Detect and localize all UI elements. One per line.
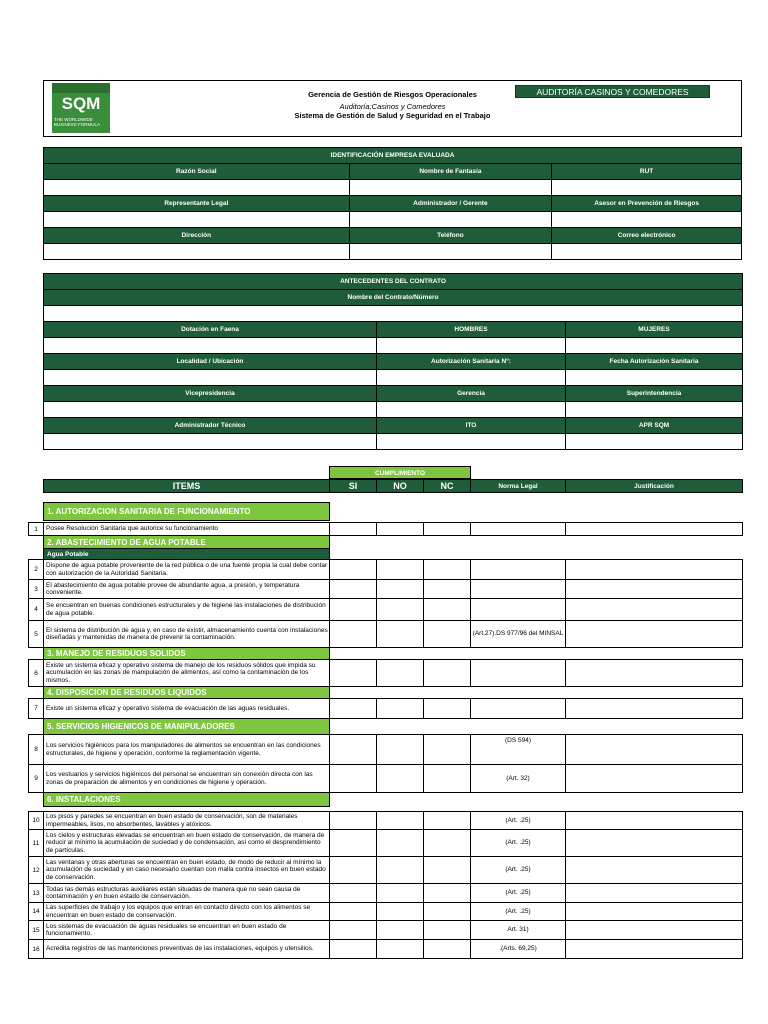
col-nc: NC <box>424 480 471 493</box>
table-row <box>29 523 743 536</box>
item-norma: .(Arts. 69,25) <box>471 940 566 959</box>
check-si[interactable] <box>330 765 377 793</box>
check-si[interactable] <box>330 830 377 857</box>
item-number: 3 <box>29 580 44 599</box>
check-no[interactable] <box>377 621 424 648</box>
check-si[interactable] <box>330 921 377 940</box>
input-nombre-contrato[interactable] <box>44 306 743 322</box>
label-autorizacion-sanitaria: Autorización Sanitaria N°: <box>377 354 566 370</box>
item-number: 14 <box>29 903 44 921</box>
item-justificacion[interactable] <box>566 599 743 621</box>
item-number: 4 <box>29 599 44 621</box>
item-number: 1 <box>29 523 44 536</box>
check-no[interactable] <box>377 921 424 940</box>
items-header <box>43 479 743 493</box>
item-number: 2 <box>29 560 44 580</box>
label-ito: ITO <box>377 418 566 434</box>
label-asesor-prevencion: Asesor en Prevención de Riesgos <box>552 196 742 212</box>
item-justificacion[interactable] <box>566 560 743 580</box>
item-norma: (Art.27).DS 977/96 del MINSAL <box>471 621 566 648</box>
header-line1: Gerencia de Gestión de Riesgos Operacionales <box>308 90 477 99</box>
item-number: 16 <box>29 940 44 959</box>
section-6-title: 6. INSTALACIONES <box>44 793 330 807</box>
item-text: Los cielos y estructuras elevadas se encuentran en buen estado de conservación, de manera de reducir al mínimo la acumulación de suciedad y de condensación, así como el desprendimiento de partículas. <box>44 830 330 857</box>
item-text: Los pisos y paredes se encuentran en buen estado de conservación, son de materiales impermeables, lisos, no absorbentes, lavables y atóxicos. <box>44 812 330 830</box>
table-row <box>29 884 743 903</box>
input-gerencia[interactable] <box>377 402 566 418</box>
input-vicepresidencia[interactable] <box>44 402 377 418</box>
item-number: 11 <box>29 830 44 857</box>
label-direccion: Dirección <box>44 228 350 244</box>
item-text: Los servicios higiénicos para los manipuladores de alimentos se encuentran en las condiciones estructurales, de higiene y operación, conforme la reglamentación vigente. <box>44 735 330 765</box>
item-text: El abastecimiento de agua potable provee de abundante agua, a presión, y temperatura conveniente. <box>44 580 330 599</box>
check-nc[interactable] <box>424 580 471 599</box>
check-nc[interactable] <box>424 884 471 903</box>
section-4-title: 4. DISPOSICION DE RESIDUOS LIQUIDOS <box>44 687 330 699</box>
table-row <box>29 903 743 921</box>
item-justificacion[interactable] <box>566 830 743 857</box>
item-norma: (DS 594) <box>471 735 566 765</box>
input-correo[interactable] <box>552 244 742 260</box>
check-si[interactable] <box>330 940 377 959</box>
input-rut[interactable] <box>552 180 742 196</box>
check-no[interactable] <box>377 580 424 599</box>
table-row <box>29 560 743 580</box>
label-fecha-autorizacion: Fecha Autorización Sanitaria <box>566 354 743 370</box>
check-nc[interactable] <box>424 560 471 580</box>
subsection-agua-potable: Agua Potable <box>44 549 330 560</box>
check-no[interactable] <box>377 903 424 921</box>
item-number: 13 <box>29 884 44 903</box>
item-norma <box>471 699 566 719</box>
check-nc[interactable] <box>424 523 471 536</box>
item-justificacion[interactable] <box>566 812 743 830</box>
label-nombre-contrato: Nombre del Contrato/Número <box>44 290 743 306</box>
label-mujeres: MUJERES <box>566 322 743 338</box>
col-si: SI <box>330 480 377 493</box>
item-text: Las superficies de trabajo y los equipos que entran en contacto directo con los alimentos se encuentran en buen estado de conservación. <box>44 903 330 921</box>
item-number: 10 <box>29 812 44 830</box>
table-row <box>29 660 743 687</box>
item-justificacion[interactable] <box>566 857 743 884</box>
audit-badge: AUDITORÍA CASINOS Y COMEDORES <box>515 85 710 98</box>
table-row <box>29 580 743 599</box>
table-row <box>29 812 743 830</box>
check-si[interactable] <box>330 621 377 648</box>
table-row <box>29 735 743 765</box>
item-justificacion[interactable] <box>566 921 743 940</box>
input-dotacion[interactable] <box>44 338 377 354</box>
input-telefono[interactable] <box>349 244 552 260</box>
input-direccion[interactable] <box>44 244 350 260</box>
item-justificacion[interactable] <box>566 523 743 536</box>
label-dotacion: Dotación en Faena <box>44 322 377 338</box>
item-number: 6 <box>29 660 44 687</box>
item-norma <box>471 660 566 687</box>
contrato-table <box>43 273 743 450</box>
check-no[interactable] <box>377 660 424 687</box>
item-number: 15 <box>29 921 44 940</box>
input-razon-social[interactable] <box>44 180 350 196</box>
label-telefono: Teléfono <box>349 228 552 244</box>
header-line3: Sistema de Gestión de Salud y Seguridad en el Trabajo <box>294 111 491 120</box>
check-nc[interactable] <box>424 921 471 940</box>
item-justificacion[interactable] <box>566 699 743 719</box>
input-representante-legal[interactable] <box>44 212 350 228</box>
label-gerencia: Gerencia <box>377 386 566 402</box>
check-no[interactable] <box>377 812 424 830</box>
label-apr-sqm: APR SQM <box>566 418 743 434</box>
check-nc[interactable] <box>424 699 471 719</box>
check-nc[interactable] <box>424 903 471 921</box>
item-norma: (Art. .25) <box>471 830 566 857</box>
input-apr-sqm[interactable] <box>566 434 743 450</box>
section-2-title: 2. ABASTECIMIENTO DE AGUA POTABLE <box>44 536 330 549</box>
check-nc[interactable] <box>424 765 471 793</box>
item-text: Las ventanas y otras aberturas se encuentran en buen estado, de modo de reducir al mínimo la acumulación de suciedad y en caso necesario cuentan con malla contra insectos en buen estado de conservación. <box>44 857 330 884</box>
item-text: El sistema de distribución de agua y, en caso de existir, almacenamiento cuenta con instalaciones diseñadas y mantenidas de manera de prevenir la contaminación. <box>44 621 330 648</box>
check-no[interactable] <box>377 523 424 536</box>
table-row <box>29 940 743 959</box>
logo-tagline: THE WORLDWIDE BUSINESS FORMULA <box>54 117 101 127</box>
input-asesor-prevencion[interactable] <box>552 212 742 228</box>
input-nombre-fantasia[interactable] <box>349 180 552 196</box>
check-si[interactable] <box>330 523 377 536</box>
check-si[interactable] <box>330 580 377 599</box>
input-localidad[interactable] <box>44 370 377 386</box>
input-hombres[interactable] <box>377 338 566 354</box>
check-nc[interactable] <box>424 599 471 621</box>
logo-text: SQM <box>61 94 101 113</box>
item-norma: (Art. .25) <box>471 903 566 921</box>
check-nc[interactable] <box>424 660 471 687</box>
section-1-title: 1. AUTORIZACION SANITARIA DE FUNCIONAMIENTO <box>44 503 330 521</box>
check-si[interactable] <box>330 560 377 580</box>
item-number: 12 <box>29 857 44 884</box>
item-text: Acredita registros de las mantenciones preventivas de las instalaciones, equipos y utensilios. <box>44 940 330 959</box>
label-administrador-tecnico: Administrador Técnico <box>44 418 377 434</box>
check-no[interactable] <box>377 830 424 857</box>
item-number: 9 <box>29 765 44 793</box>
check-si[interactable] <box>330 699 377 719</box>
check-si[interactable] <box>330 812 377 830</box>
col-norma-legal: Norma Legal <box>471 480 566 493</box>
item-norma <box>471 580 566 599</box>
input-ito[interactable] <box>377 434 566 450</box>
item-norma <box>471 560 566 580</box>
col-no: NO <box>377 480 424 493</box>
check-no[interactable] <box>377 940 424 959</box>
item-text: Todas las demás estructuras auxiliares están situadas de manera que no sean causa de contaminación y en buen estado de conservación. <box>44 884 330 903</box>
check-nc[interactable] <box>424 621 471 648</box>
check-si[interactable] <box>330 884 377 903</box>
check-no[interactable] <box>377 599 424 621</box>
item-text: Existe un sistema eficaz y operativo sistema de evacuación de las aguas residuales. <box>44 699 330 719</box>
item-justificacion[interactable] <box>566 735 743 765</box>
item-justificacion[interactable] <box>566 940 743 959</box>
item-number: 7 <box>29 699 44 719</box>
check-nc[interactable] <box>424 857 471 884</box>
item-number: 8 <box>29 735 44 765</box>
item-norma: (Art. .25) <box>471 812 566 830</box>
sqm-logo <box>52 83 110 133</box>
input-autorizacion-sanitaria[interactable] <box>377 370 566 386</box>
table-row <box>29 621 743 648</box>
check-no[interactable] <box>377 560 424 580</box>
table-row <box>29 699 743 719</box>
table-row <box>29 599 743 621</box>
item-justificacion[interactable] <box>566 660 743 687</box>
contrato-title: ANTECEDENTES DEL CONTRATO <box>44 274 743 290</box>
input-fecha-autorizacion[interactable] <box>566 370 743 386</box>
input-mujeres[interactable] <box>566 338 743 354</box>
item-norma: (Art. .25) <box>471 884 566 903</box>
input-administrador-gerente[interactable] <box>349 212 552 228</box>
label-representante-legal: Representante Legal <box>44 196 350 212</box>
item-norma: Art. 31) <box>471 921 566 940</box>
section-3-title: 3. MANEJO DE RESIDUOS SOLIDOS <box>44 648 330 660</box>
item-justificacion[interactable] <box>566 765 743 793</box>
checklist-table <box>28 502 743 959</box>
empresa-table <box>43 147 742 260</box>
label-vicepresidencia: Vicepresidencia <box>44 386 377 402</box>
item-number: 5 <box>29 621 44 648</box>
item-norma: (Art. .25) <box>471 857 566 884</box>
check-no[interactable] <box>377 857 424 884</box>
section-5-title: 5. SERVICIOS HIGIENICOS DE MANIPULADORES <box>44 719 330 735</box>
item-norma <box>471 599 566 621</box>
col-justificacion: Justificación <box>566 480 743 493</box>
item-norma: (Art. 32) <box>471 765 566 793</box>
table-row <box>29 857 743 884</box>
check-si[interactable] <box>330 857 377 884</box>
label-administrador-gerente: Administrador / Gerente <box>349 196 552 212</box>
check-si[interactable] <box>330 903 377 921</box>
check-si[interactable] <box>330 735 377 765</box>
table-row <box>29 921 743 940</box>
item-justificacion[interactable] <box>566 884 743 903</box>
check-si[interactable] <box>330 660 377 687</box>
check-nc[interactable] <box>424 830 471 857</box>
header-line2: Auditoría:Casinos y Comedores <box>339 102 446 111</box>
label-rut: RUT <box>552 164 742 180</box>
item-justificacion[interactable] <box>566 621 743 648</box>
item-text: Posee Resolución Sanitaria que autorice su funcionamiento <box>44 523 330 536</box>
check-no[interactable] <box>377 884 424 903</box>
item-text: Los sistemas de evacuación de aguas residuales se encuentran en buen estado de funcionamiento. · <box>44 921 330 940</box>
label-correo: Correo electrónico <box>552 228 742 244</box>
input-administrador-tecnico[interactable] <box>44 434 377 450</box>
table-row <box>29 830 743 857</box>
check-nc[interactable] <box>424 812 471 830</box>
label-superintendencia: Superintendencia <box>566 386 743 402</box>
empresa-title: IDENTIFICACIÓN EMPRESA EVALUADA <box>44 148 742 164</box>
table-row <box>29 765 743 793</box>
label-hombres: HOMBRES <box>377 322 566 338</box>
check-nc[interactable] <box>424 940 471 959</box>
item-text: Existe un sistema eficaz y operativo sistema de manejo de los residuos sólidos que impida su acumulación en las zonas de manipulación de alimentos, así como la contaminación de los mismos. <box>44 660 330 687</box>
label-razon-social: Razón Social <box>44 164 350 180</box>
check-nc[interactable] <box>424 735 471 765</box>
check-si[interactable] <box>330 599 377 621</box>
check-no[interactable] <box>377 699 424 719</box>
item-justificacion[interactable] <box>566 580 743 599</box>
item-norma <box>471 523 566 536</box>
col-items: ITEMS <box>44 480 330 493</box>
item-text: Los vestuarios y servicios higiénicos del personal se encuentran sin conexión directa con las zonas de preparación de alimentos y en condiciones de higiene y operación. <box>44 765 330 793</box>
input-superintendencia[interactable] <box>566 402 743 418</box>
cumplimiento-header: CUMPLIMIENTO <box>329 466 471 479</box>
item-text: Dispone de agua potable proveniente de la red pública o de una fuente propia la cual debe contar con autorización de la Autoridad Sanitaria. <box>44 560 330 580</box>
check-no[interactable] <box>377 735 424 765</box>
item-justificacion[interactable] <box>566 903 743 921</box>
check-no[interactable] <box>377 765 424 793</box>
label-localidad: Localidad / Ubicación <box>44 354 377 370</box>
item-text: Se encuentran en buenas condiciones estructurales y de higiene las instalaciones de distribución de agua potable. <box>44 599 330 621</box>
label-nombre-fantasia: Nombre de Fantasía <box>349 164 552 180</box>
